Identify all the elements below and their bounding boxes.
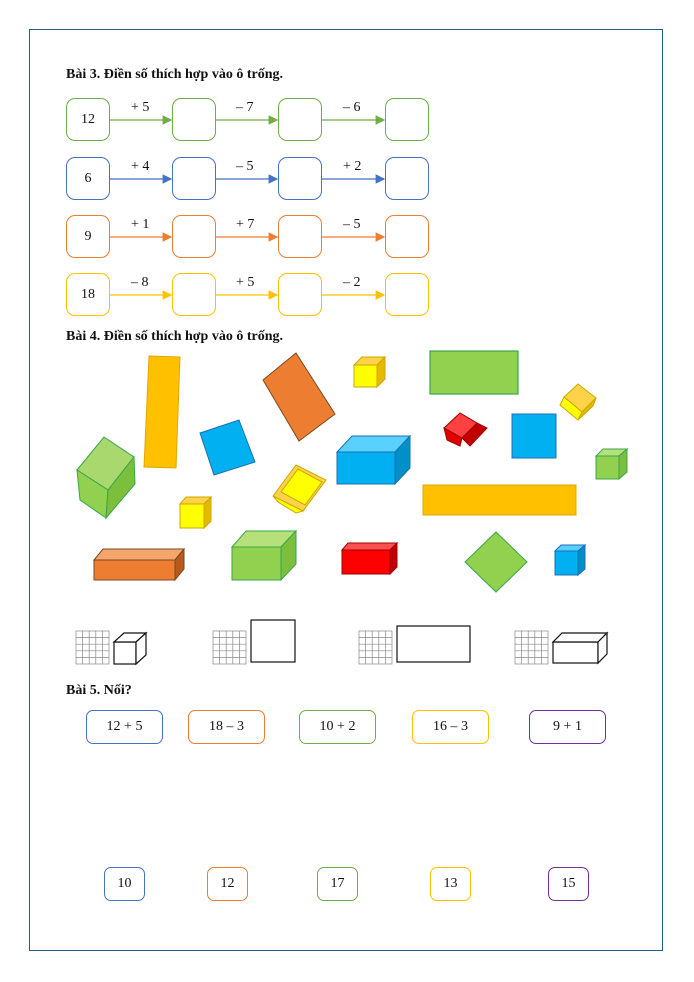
exercise-5-title: Bài 5. Nối?: [66, 683, 132, 698]
rectangle-shape: [144, 356, 180, 468]
cube-shape: [555, 545, 585, 575]
cube-outline-icon: [114, 633, 146, 664]
rectangle-shape: [263, 353, 335, 441]
expression-card[interactable]: 12 + 5: [86, 710, 163, 744]
operation-label: + 5: [236, 275, 255, 290]
answer-card[interactable]: 13: [430, 867, 471, 901]
cuboid-shape: [337, 436, 410, 484]
answer-grid[interactable]: [359, 631, 392, 664]
cube-shape: [354, 357, 385, 387]
operation-label: + 7: [236, 217, 255, 232]
start-number-box: 12: [66, 98, 110, 141]
cube-shape: [180, 497, 211, 528]
expression-card[interactable]: 18 – 3: [188, 710, 265, 744]
answer-card[interactable]: 17: [317, 867, 358, 901]
square-outline-icon: [251, 620, 295, 662]
answer-grid[interactable]: [515, 631, 548, 664]
square-shape: [512, 414, 556, 458]
answer-card[interactable]: 10: [104, 867, 145, 901]
cuboid-shape: [94, 549, 184, 580]
square-shape: [465, 532, 527, 592]
operation-label: – 6: [343, 100, 361, 115]
answer-card[interactable]: 12: [207, 867, 248, 901]
start-number-box: 6: [66, 157, 110, 200]
rectangle-outline-icon: [397, 626, 470, 662]
operation-label: + 2: [343, 159, 362, 174]
answer-grid[interactable]: [76, 631, 109, 664]
operation-label: – 5: [343, 217, 361, 232]
answer-grid[interactable]: [213, 631, 246, 664]
cube-shape: [444, 413, 487, 446]
answer-card[interactable]: 15: [548, 867, 589, 901]
operation-label: – 5: [236, 159, 254, 174]
exercise-4-title: Bài 4. Điền số thích hợp vào ô trống.: [66, 329, 283, 344]
operation-label: – 2: [343, 275, 361, 290]
operation-label: – 8: [131, 275, 149, 290]
start-number-box: 18: [66, 273, 110, 316]
operation-label: + 1: [131, 217, 150, 232]
cuboid-shape: [273, 465, 326, 513]
rectangle-shape: [423, 485, 576, 515]
operation-label: – 7: [236, 100, 254, 115]
exercise-3-title: Bài 3. Điền số thích hợp vào ô trống.: [66, 67, 283, 82]
square-shape: [200, 420, 255, 475]
operation-label: + 4: [131, 159, 150, 174]
cube-shape: [560, 384, 596, 420]
expression-card[interactable]: 10 + 2: [299, 710, 376, 744]
cube-shape: [77, 437, 135, 518]
operation-label: + 5: [131, 100, 150, 115]
rectangle-shape: [430, 351, 518, 394]
expression-card[interactable]: 16 – 3: [412, 710, 489, 744]
cube-shape: [596, 449, 627, 479]
cuboid-outline-icon: [553, 633, 607, 663]
cube-shape: [232, 531, 296, 580]
start-number-box: 9: [66, 215, 110, 258]
cuboid-shape: [342, 543, 397, 574]
expression-card[interactable]: 9 + 1: [529, 710, 606, 744]
